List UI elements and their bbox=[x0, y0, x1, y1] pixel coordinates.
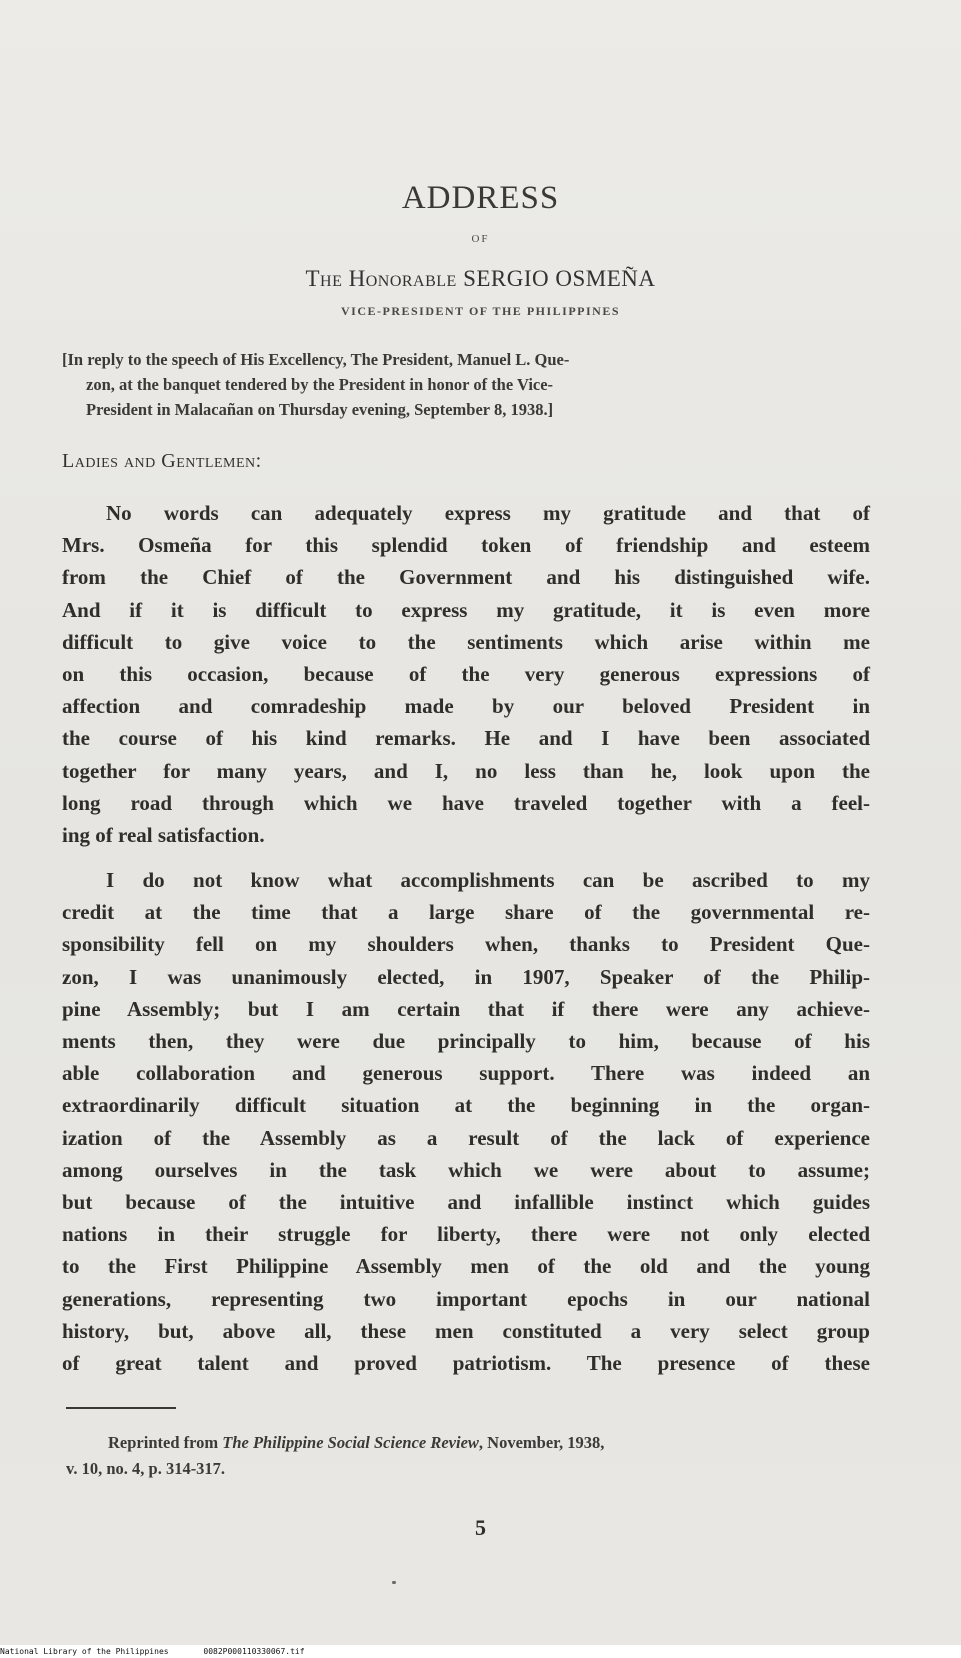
footnote-divider bbox=[66, 1407, 176, 1409]
text-line: generations, representing two important epochs in our national bbox=[62, 1286, 870, 1311]
salutation: Ladies and Gentlemen: bbox=[62, 450, 262, 472]
footnote-journal: The Philippine Social Science Review bbox=[222, 1433, 479, 1452]
library-name: National Library of the Philippines bbox=[0, 1647, 169, 1656]
honorable-prefix: The Honorable bbox=[305, 266, 457, 291]
text-line: difficult to give voice to the sentiments which arise within me bbox=[62, 629, 870, 654]
speaker-office: VICE-PRESIDENT OF THE PHILIPPINES bbox=[341, 304, 620, 318]
text-line: to the First Philippine Assembly men of the old and the young bbox=[62, 1254, 870, 1279]
text-line: nations in their struggle for liberty, there were not only elected bbox=[62, 1222, 870, 1247]
footnote-line bbox=[66, 1430, 872, 1456]
footnote-suffix: , November, 1938, bbox=[478, 1433, 605, 1452]
footnote-line: v. 10, no. 4, p. 314-317. bbox=[66, 1459, 226, 1478]
text-line: sponsibility fell on my shoulders when, thanks to President Que- bbox=[62, 932, 870, 957]
note-line: [In reply to the speech of His Excellency, The President, Manuel L. Que- bbox=[62, 350, 570, 369]
speaker-name: SERGIO OSMEÑA bbox=[463, 266, 656, 291]
text-line: on this occasion, because of the very generous expressions of bbox=[62, 662, 870, 687]
footnote-prefix: Reprinted from bbox=[108, 1433, 223, 1452]
note-line: President in Malacañan on Thursday evening, September 8, 1938.] bbox=[86, 400, 554, 419]
text-line: pine Assembly; but I am certain that if there were any achieve- bbox=[62, 996, 870, 1021]
text-line: affection and comradeship made by our beloved President in bbox=[62, 694, 870, 719]
text-line: extraordinarily difficult situation at the beginning in the organ- bbox=[62, 1093, 870, 1118]
text-line: able collaboration and generous support. There was indeed an bbox=[62, 1061, 870, 1086]
text-line: from the Chief of the Government and his distinguished wife. bbox=[62, 565, 870, 590]
occasion-note bbox=[62, 347, 870, 422]
text-line: of great talent and proved patriotism. The presence of these bbox=[62, 1351, 870, 1376]
scan-speck bbox=[392, 1581, 396, 1584]
text-line: I do not know what accomplishments can be ascribed to my bbox=[106, 868, 870, 892]
text-line: the course of his kind remarks. He and I have been associated bbox=[62, 726, 870, 751]
text-line: among ourselves in the task which we were about to assume; bbox=[62, 1157, 870, 1182]
text-line: credit at the time that a large share of the governmental re- bbox=[62, 900, 870, 925]
text-line: history, but, above all, these men constituted a very select group bbox=[62, 1318, 870, 1343]
page-number: 5 bbox=[475, 1515, 486, 1540]
note-line: zon, at the banquet tendered by the President in honor of the Vice- bbox=[86, 375, 554, 394]
scan-filename: 0082P000110330067.tif bbox=[203, 1647, 305, 1656]
paragraph-2 bbox=[62, 864, 870, 1379]
paragraph-1 bbox=[62, 497, 870, 851]
text-line: together for many years, and I, no less than he, look upon the bbox=[62, 758, 870, 783]
scan-info-strip bbox=[0, 1645, 961, 1658]
text-line: long road through which we have traveled together with a feel- bbox=[62, 790, 870, 815]
speaker-heading bbox=[0, 266, 961, 292]
text-line: ization of the Assembly as a result of the lack of experience bbox=[62, 1125, 870, 1150]
document-title: ADDRESS bbox=[401, 180, 560, 216]
text-line: but because of the intuitive and infallible instinct which guides bbox=[62, 1190, 870, 1215]
footnote bbox=[66, 1430, 872, 1482]
text-line: zon, I was unanimously elected, in 1907, Speaker of the Philip- bbox=[62, 964, 870, 989]
text-line: No words can adequately express my gratitude and that of bbox=[106, 501, 870, 525]
text-line: ing of real satisfaction. bbox=[62, 823, 265, 848]
title-connector: OF bbox=[471, 233, 490, 245]
text-line: And if it is difficult to express my gratitude, it is even more bbox=[62, 597, 870, 622]
text-line: Mrs. Osmeña for this splendid token of friendship and esteem bbox=[62, 533, 870, 558]
text-line: ments then, they were due principally to him, because of his bbox=[62, 1029, 870, 1054]
